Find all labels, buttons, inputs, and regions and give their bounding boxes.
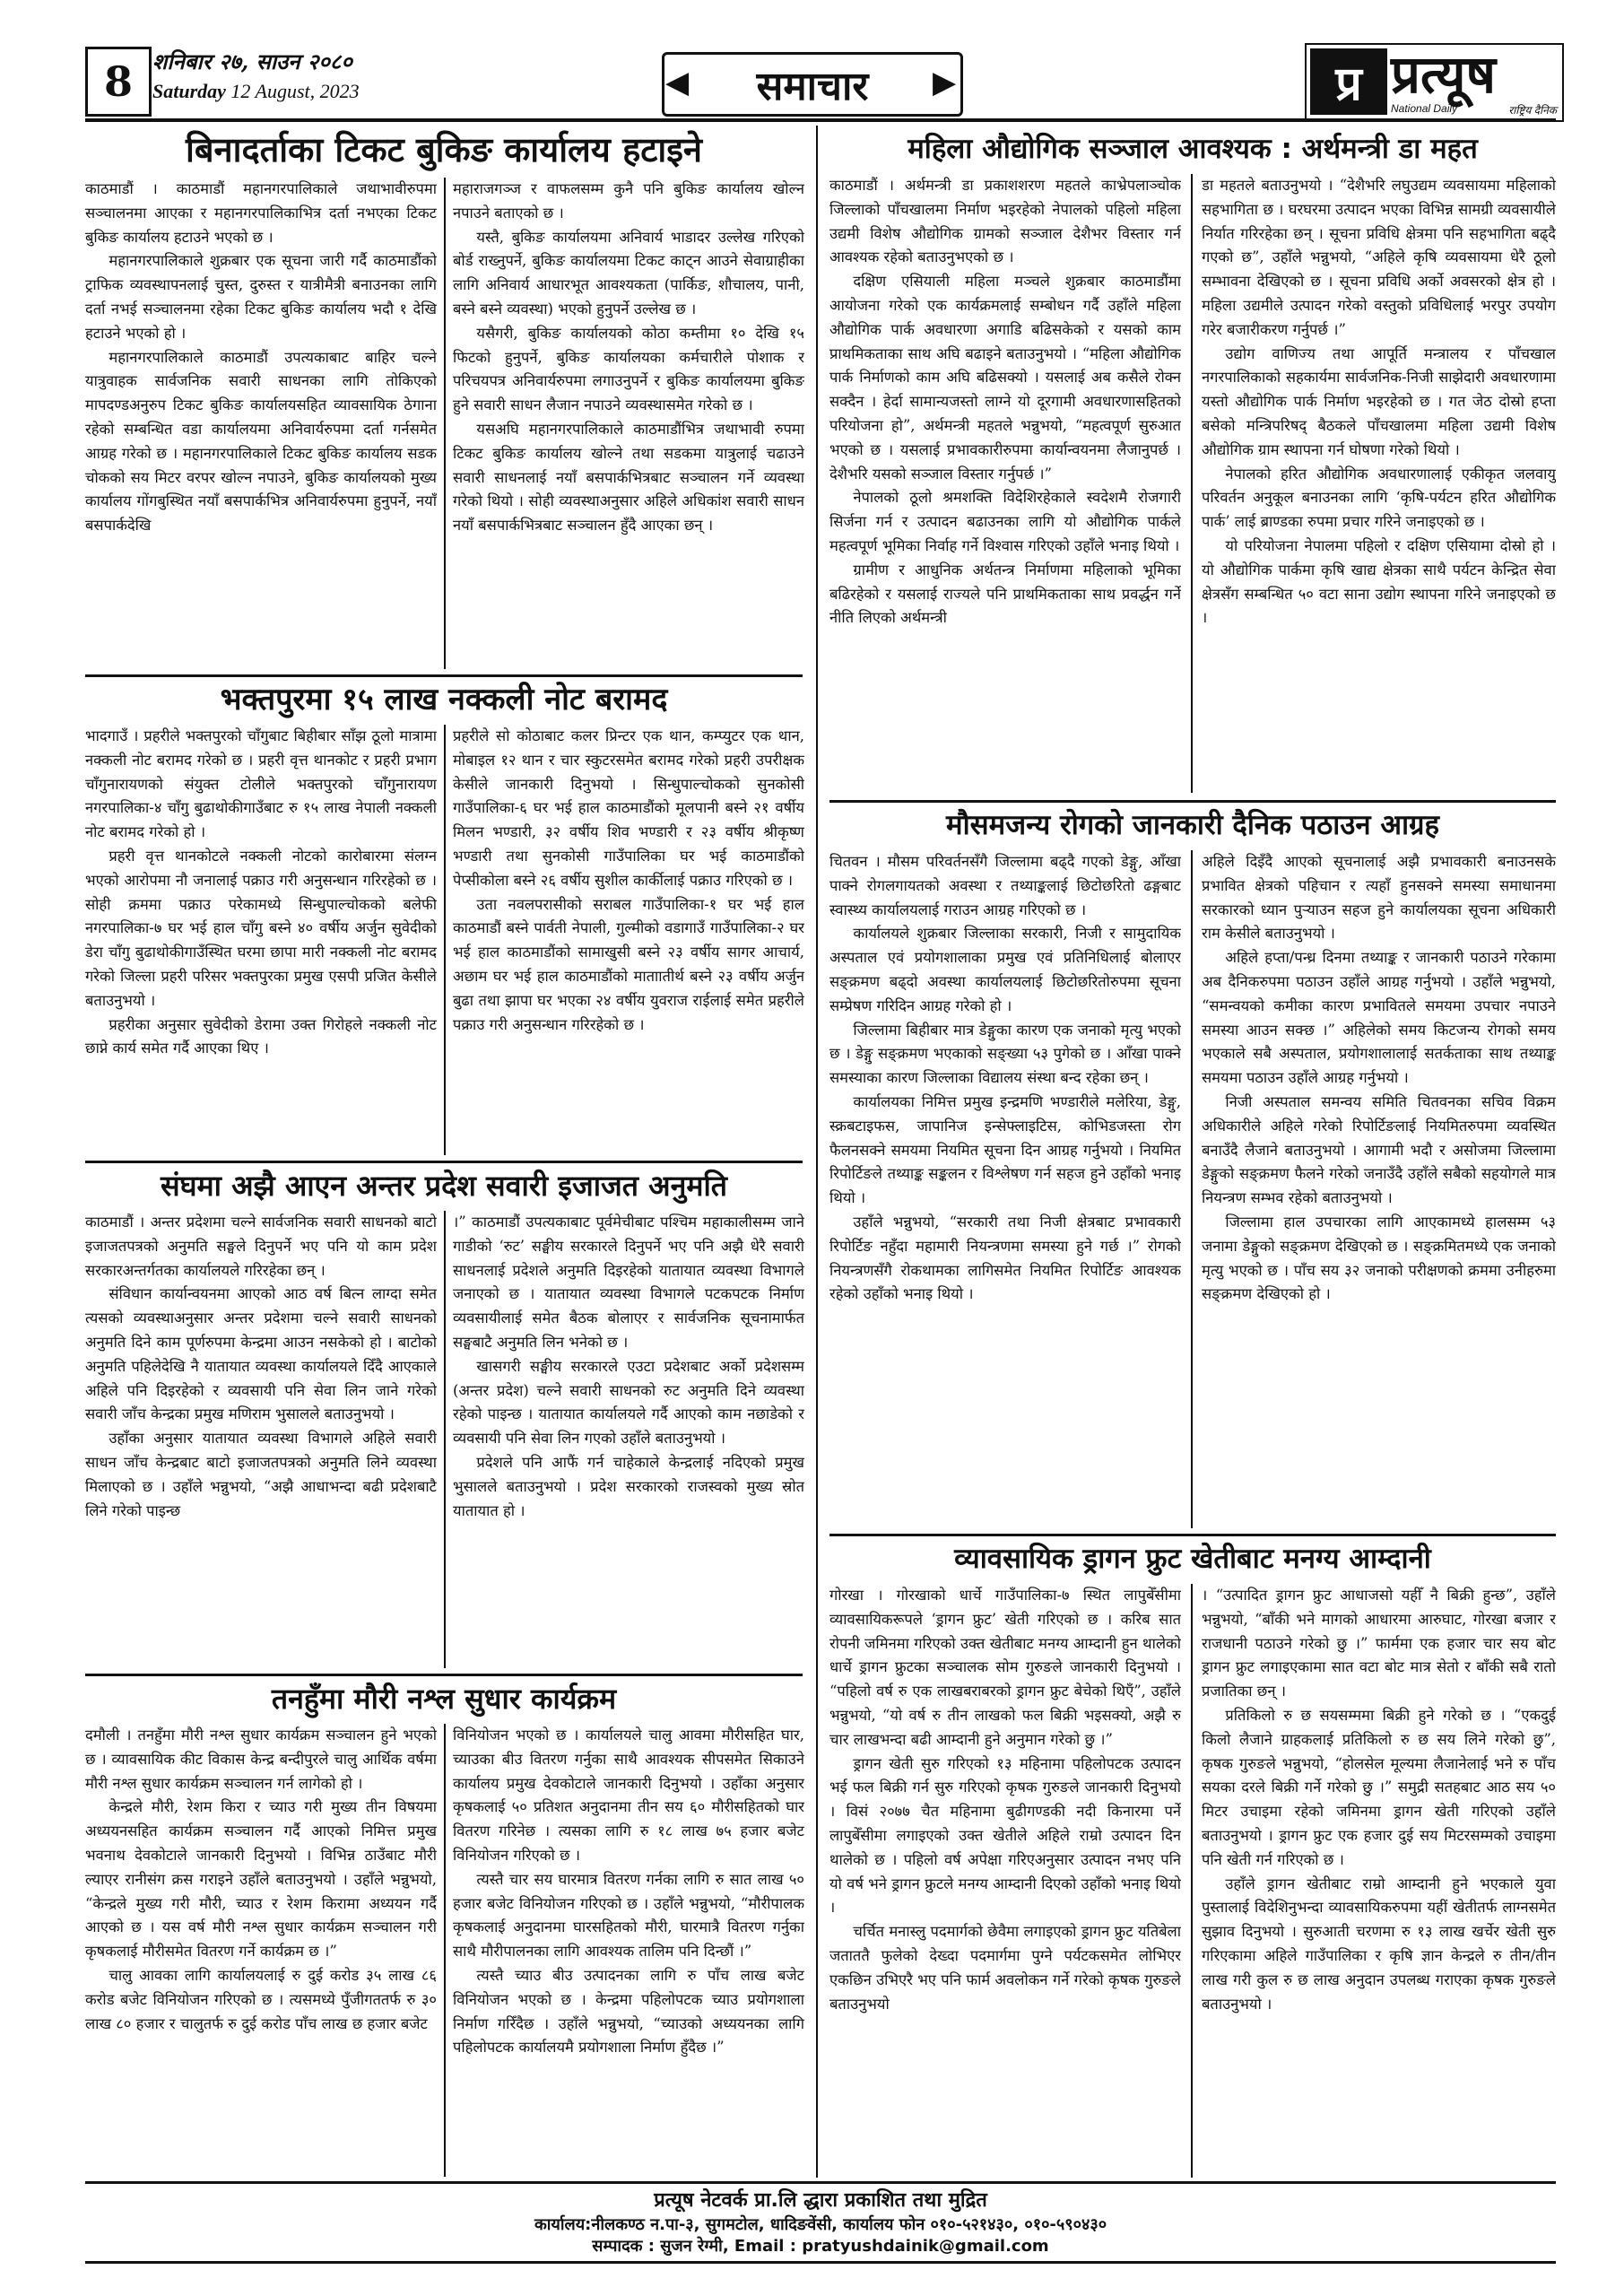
paragraph: यसैगरी, बुकिङ कार्यालयको कोठा कम्तीमा १० देखि १५ फिटको हुनुपर्ने, बुकिङ कार्यालयका कर्मचारीले पोशाक र परिचयपत्र अनिवार्यरुपमा लगाउनुपर्ने र बुकिङ कार्यालयमा बुकिङ हुने सवारी साधन लैजान नपाउने व्यवस्थासमेत गरेको छ ।: [453, 324, 804, 414]
article-women-industrial-col2: [1202, 174, 1556, 793]
paragraph: अहिले दिइँदै आएको सूचनालाई अझै प्रभावकारी बनाउनसके प्रभावित क्षेत्रको पहिचान र त्यहाँ हुनसक्ने समस्या समाधानमा सरकारको ध्यान पुऱ्याउन सहज हुने कार्यालयका सूचना अधिकारी राम केसीले बताउनुभयो ।: [1202, 853, 1556, 943]
paragraph: भादगाउँ । प्रहरीले भक्तपुरको चाँगुबाट बिहीबार साँझ ठूलो मात्रामा नक्कली नोट बरामद गरेको छ । प्रहरी वृत्त थानकोट र प्रहरी प्रभाग चाँगुनारायणको संयुक्त टोलीले भक्तपुरको चाँगुनारायण नगरपालिका-४ चाँगु बुढाथोकीगाउँबाट रु १५ लाख नेपाली नक्कली नोट बरामद गरेको हो ।: [85, 727, 437, 841]
paragraph: प्रदेशले पनि आफैं गर्न चाहेकाले केन्द्रलाई नदिएको प्रमुख भुसालले बताउनुभयो । प्रदेश सरकारको राजस्वको मुख्य स्रोत यातायात हो ।: [453, 1453, 804, 1519]
column-rule: [444, 725, 446, 1155]
paragraph: उहाँले भन्नुभयो, “सरकारी तथा निजी क्षेत्रबाट प्रभावकारी रिपोर्टिङ नहुँदा महामारी नियन्त्रणमा समस्या हुने गर्छ ।” रोगको नियन्त्रणसँगै रोकथामका लागिसमेत नियमित रिपोर्टिङ आवश्यक रहेको उहाँको भनाइ थियो ।: [829, 1213, 1181, 1303]
paragraph: नेपालको ठूलो श्रमशक्ति विदेशिरहेकाले स्वदेशमै रोजगारी सिर्जना गर्न र उत्पादन बढाउनका लागि यो औद्योगिक पार्कले महत्वपूर्ण भूमिका निर्वाह गर्ने विश्वास गरिएको उहाँले भनाइ थियो ।: [829, 489, 1181, 554]
paragraph: काठमाडौं । अर्थमन्त्री डा प्रकाशशरण महतले काभ्रेपलाञ्चोक जिल्लाको पाँचखालमा निर्माण भइरहेको नेपालको पहिलो महिला उद्यमी विशेष औद्योगिक ग्रामको सञ्जाल देशैभर विस्तार गर्न आवश्यक रहेको बताउनुभएको छ ।: [829, 177, 1181, 266]
paragraph: नेपालको हरित औद्योगिक अवधारणालाई एकीकृत जलवायु परिवर्तन अनुकूल बनाउनका लागि ‘कृषि-पर्यटन हरित औद्योगिक पार्क’ लाई ब्राण्डका रुपमा प्रचार गरिने जनाइएको छ ।: [1202, 465, 1556, 531]
imprint-footer: [85, 2181, 1556, 2264]
column-rule: [444, 178, 446, 669]
section-title: समाचार: [662, 52, 963, 117]
paragraph: यसअघि महानगरपालिकाले काठमाडौंभित्र जथाभावी रुपमा टिकट बुकिङ कार्यालय खोल्ने तथा सडकमा यात्रुलाई चढाउने सवारी साधनलाई नयाँ बसपार्कभित्रबाट सञ्चालन गर्ने व्यवस्था गरेको थियो । सोही व्यवस्थाअनुसार अहिले अधिकांश सवारी साधन नयाँ बसपार्कभित्रबाट सञ्चालन हुँदै आएका छन् ।: [453, 420, 804, 535]
article-women-industrial-col1: [829, 174, 1181, 793]
paragraph: काठमाडौं । अन्तर प्रदेशमा चल्ने सार्वजनिक सवारी साधनको बाटो इजाजतपत्रको अनुमति सङ्घले दिनुपर्ने भए पनि यो काम प्रदेश सरकारअन्तर्गतका कार्यालयले गरिरहेका छन् ।: [85, 1213, 437, 1279]
paragraph: चर्चित मनास्लु पदमार्गको छेवैमा लगाइएको ड्रागन फ्रुट यतिबेला जताततै फुलेको देख्दा पदमार्गमा पुग्ने पर्यटकसमेत लोभिएर एकछिन उभिएरै भए पनि फार्म अवलोकन गर्ने गरेको कृषक गुरुङले बताउनुभयो: [829, 1923, 1181, 2013]
date-nepali: शनिबार २७, साउन २०८०: [152, 48, 352, 74]
triangle-right-icon: ▶: [933, 65, 957, 100]
article-ticket-booking-col1: [85, 178, 437, 669]
paragraph: कार्यालयका निमित्त प्रमुख इन्द्रमणि भण्डारीले मलेरिया, डेङ्गु, स्क्रबटाइफस, जापानिज इन्सेफ्लाइटिस, कोभिडजस्ता रोग फैलनसक्ने समयमा नियमित सूचना दिन आग्रह गर्नुभयो । नियमित रिपोर्टिङले तथ्याङ्क सङ्कलन र विश्लेषण गर्न सहज हुने उहाँको भनाइ थियो ।: [829, 1092, 1181, 1207]
article-dragon-fruit-col2: [1202, 1584, 1556, 2178]
paragraph: यस्तै, बुकिङ कार्यालयमा अनिवार्य भाडादर उल्लेख गरिएको बोर्ड राख्नुपर्ने, बुकिङ कार्यालयमा टिकट काट्न आउने सेवाग्राहीका लागि अनिवार्य आधारभूत आवश्यकता (पार्किङ, शौचालय, पानी, बस्ने बस्ने व्यवस्था) भएको हुनुपर्ने उल्लेख छ ।: [453, 228, 804, 317]
paragraph: त्यस्तै च्याउ बीउ उत्पादनका लागि रु पाँच लाख बजेट विनियोजन भएको छ । केन्द्रमा पहिलोपटक च्याउ प्रयोगशाला निर्माण गरिँदैछ । उहाँले भन्नुभयो, “च्याउको अध्ययनका लागि पहिलोपटक कार्यालयमै प्रयोगशाला निर्माण हुँदैछ ।”: [453, 1966, 804, 2057]
column-rule: [444, 1724, 446, 2177]
article-bee-breed-col1: [85, 1724, 437, 2177]
publisher-line: प्रत्यूष नेटवर्क प्रा.लि द्धारा प्रकाशित तथा मुद्रित: [654, 2189, 987, 2212]
paragraph: अहिले हप्ता/पन्ध्र दिनमा तथ्याङ्क र जानकारी पठाउने गरेकामा अब दैनिकरुपमा पठाउन उहाँले आग्रह गर्नुभयो । उहाँले भन्नुभयो, “समन्वयको कमीका कारण प्रभावितले समयमा उपचार नपाउने समस्या आउन सक्छ ।” अहिलेको समय किटजन्य रोगको समय भएकाले सबै अस्पताल, प्रयोगशालालाई सतर्कताका साथ तथ्याङ्क समयमा पठाउन उहाँले आग्रह गर्नुभयो ।: [1202, 949, 1556, 1087]
headline-ticket-booking: बिनादर्ताका टिकट बुकिङ कार्यालय हटाइने: [186, 130, 702, 170]
page-number: 8: [85, 47, 152, 117]
paragraph: खासगरी सङ्घीय सरकारले एउटा प्रदेशबाट अर्को प्रदेशसम्म (अन्तर प्रदेश) चल्ने सवारी साधनको रुट अनुमति दिने व्यवस्था रहेको पाइन्छ । यातायात कार्यालयले गर्दै आएको काम नछाडेको र व्यवसायी पनि सेवा लिन गएको उहाँले बताउनुभयो ।: [453, 1357, 804, 1448]
logo-mark-icon: प्र: [1310, 48, 1387, 115]
article-route-permit-col2: [453, 1211, 804, 1668]
masthead-rule: [85, 118, 1556, 122]
editor-email-line: सम्पादक : सुजन रेग्मी, Email : pratyushdainik@gmail.com: [592, 2237, 1049, 2256]
paragraph: केन्द्रले मौरी, रेशम किरा र च्याउ गरी मुख्य तीन विषयमा अध्ययनसहित कार्यक्रम सञ्चालन गर्दै आएको निमित्त प्रमुख भवनाथ देवकोटाले जानकारी दिनुभयो । विभिन्न ठाउँबाट मौरी ल्याएर रानीसंग क्रस गराइने उहाँले बताउनुभयो । उहाँले भन्नुभयो, “केन्द्रले मुख्य गरी मौरी, च्याउ र रेशम किरामा अध्ययन गर्दै आएको छ । यस वर्ष मौरी नश्ल सुधार कार्यक्रम सञ्चालन गरी कृषकलाई मौरीसमेत वितरण गर्ने कार्यक्रम छ ।”: [85, 1798, 437, 1961]
paragraph: यो परियोजना नेपालमा पहिलो र दक्षिण एसियामा दोस्रो हो । यो औद्योगिक पार्कमा कृषि खाद्य क्षेत्रका साथै पर्यटन केन्द्रित सेवा क्षेत्रसँग सम्बन्धित ५० वटा साना उद्योग स्थापना गरिने जनाइएको छ ।: [1202, 536, 1556, 627]
paragraph: ।” काठमाडौं उपत्यकाबाट पूर्वमेचीबाट पश्चिम महाकालीसम्म जाने गाडीको ‘रुट’ सङ्घीय सरकारले दिनुपर्ने भए पनि अझै धेरै सवारी साधनलाई प्रदेशले अनुमति दिइरहेको यातायात व्यवस्था विभागले जनाएको छ । यातायात व्यवस्था विभागले पटकपटक निर्माण व्यवसायीलाई समेत बैठक बोलाएर र सार्वजनिक सूचनामार्फत सङ्घबाटै अनुमति लिन भनेको छ ।: [453, 1213, 804, 1351]
paragraph: गोरखा । गोरखाको धार्चे गाउँपालिका-७ स्थित लापुबेँसीमा व्यावसायिकरूपले ‘ड्रागन फ्रुट’ खेती गरिएको छ । करिब सात रोपनी जमिनमा गरिएको उक्त खेतीबाट मनग्य आम्दानी हुन थालेको धार्चे ड्रागन फ्रुटका सञ्चालक सोम गुरुङले जानकारी दिनुभयो । “पहिलो वर्ष रु एक लाखबराबरको ड्रागन फ्रुट बेचेको थिएँ”, उहाँले भन्नुभयो, “यो वर्ष रु तीन लाखको फल बिक्री भइसक्यो, अझै रु चार लाखभन्दा बढी आम्दानी हुने अनुमान गरेको छु ।”: [829, 1587, 1181, 1748]
paragraph: दमौली । तनहुँमा मौरी नश्ल सुधार कार्यक्रम सञ्चालन हुने भएको छ । व्यावसायिक कीट विकास केन्द्र बन्दीपुरले चालु आर्थिक वर्षमा मौरी नश्ल सुधार कार्यक्रम सञ्चालन गर्न लागेको हो ।: [85, 1726, 437, 1792]
paragraph: उद्योग वाणिज्य तथा आपूर्ति मन्त्रालय र पाँचखाल नगरपालिकाको सहकार्यमा सार्वजनिक-निजी साझेदारी अवधारणामा यस्तो औद्योगिक पार्क निर्माण भइरहेको छ । गत जेठ दोस्रो हप्ता बसेको मन्त्रिपरिषद् बैठकले पाँचखालमा महिला उद्यमी विशेष औद्योगिक ग्राम स्थापना गर्न घोषणा गरेको थियो ।: [1202, 344, 1556, 458]
paragraph: विनियोजन भएको छ । कार्यालयले चालु आवमा मौरीसहित घार, च्याउका बीउ वितरण गर्नुका साथै आवश्यक सीपसमेत सिकाउने कार्यालय प्रमुख देवकोटाले जानकारी दिनुभयो । उहाँका अनुसार कृषकलाई ५० प्रतिशत अनुदानमा तीन सय ६० मौरीसहितको घार वितरण गरिनेछ । त्यसका लागि रु १८ लाख ७५ हजार बजेट विनियोजन गरिएको छ ।: [453, 1726, 804, 1864]
article-seasonal-disease-col1: [829, 850, 1181, 1528]
paragraph: प्रहरी वृत्त थानकोटले नक्कली नोटको कारोबारमा संलग्न भएको आरोपमा नौ जनालाई पक्राउ गरी अनुसन्धान गरिरहेको छ । सोही क्रममा पक्राउ परेकामध्ये सिन्धुपाल्चोकको बलेफी नगरपालिका-७ घर भई हाल चाँगु बस्ने ४० वर्षीय अर्जुन सुवेदीको डेरा चाँगु बुढाथोकीगाउँस्थित घरमा छापा मारी नक्कली नोट बरामद गरेको जिल्ला प्रहरी परिसर भक्तपुरका प्रमुख एसपी प्रजित केसीले बताउनुभयो ।: [85, 847, 437, 1009]
headline-fake-notes: भक्तपुरमा १५ लाख नक्कली नोट बरामद: [220, 682, 668, 718]
article-fake-notes-col1: [85, 725, 437, 1155]
paragraph: उता नवलपरासीको सराबल गाउँपालिका-१ घर भई हाल काठमाडौं बस्ने पार्वती नेपाली, गुल्मीको वडागाउँ गाउँपालिका-२ घर भई हाल काठमाडौंको सामाखुसी बस्ने २३ वर्षीय सागर आचार्य, अछाम घर भई हाल काठमाडौंको माताातीर्थ बस्ने २३ वर्षीय अर्जुन बुढा तथा झापा घर भएका २४ वर्षीय युवराज राईलाई समेत प्रहरीले पक्राउ गरी अनुसन्धान गरिरहेको छ ।: [453, 895, 804, 1033]
paragraph: त्यस्तै चार सय घारमात्र वितरण गर्नका लागि रु सात लाख ५० हजार बजेट विनियोजन गरिएको छ । उहाँले भन्नुभयो, “मौरीपालक कृषकलाई अनुदानमा घारसहितको मौरी, घारमात्रै वितरण गर्नुका साथै मौरीपालनका लागि आवश्यक तालिम पनि दिन्छौं ।”: [453, 1870, 804, 1961]
issue-date: [152, 47, 430, 111]
paragraph: उहाँले ड्रागन खेतीबाट राम्रो आम्दानी हुने भएकाले युवा पुस्तालाई विदेशिनुभन्दा व्यावसायिकरुपमा यहीं खेतीतर्फ लाग्नसमेत सुझाव दिनुभयो । सुरुआती चरणमा रु १३ लाख खर्चेर खेती सुरु गरिएकामा अहिले गाउँपालिका र कृषि ज्ञान केन्द्रले रु तीन/तीन लाख गरी कुल रु छ लाख अनुदान उपलब्ध गराएका कृषक गुरुङले बताउनुभयो ।: [1202, 1874, 1556, 2013]
paragraph: जिल्लामा बिहीबार मात्र डेङ्गुका कारण एक जनाको मृत्यु भएको छ । डेङ्गु सङ्क्रमण भएकाको सङ्ख्या ५३ पुगेको छ । आँखा पाक्ने समस्याका कारण जिल्लाका विद्यालय संस्था बन्द रहेका छन् ।: [829, 1021, 1181, 1087]
page-center-rule: [816, 126, 818, 2178]
office-address-line: कार्यालय:नीलकण्ठ न.पा-३, सुगमटोल, धादिङवेंसी, कार्यालय फोन ०१०-५२१४३०, ०१०-५९०४३०: [534, 2215, 1107, 2234]
paragraph: महानगरपालिकाले शुक्रबार एक सूचना जारी गर्दै काठमाडौंको ट्राफिक व्यवस्थापनलाई चुस्त, दुरुस्त र यात्रीमैत्री बनाउनका लागि दर्ता नभई सञ्चालनमा रहेका टिकट बुकिङ कार्यालय भदौ १ देखि हटाउने भएको हो ।: [85, 252, 437, 342]
column-rule: [1191, 850, 1193, 1528]
headline-seasonal-disease: मौसमजन्य रोगको जानकारी दैनिक पठाउन आग्रह: [946, 809, 1439, 841]
article-ticket-booking-col2: [453, 178, 804, 669]
headline-dragon-fruit: व्यावसायिक ड्रागन फ्रुट खेतीबाट मनग्य आम्दानी: [954, 1543, 1431, 1575]
logo-name: प्रत्यूष: [1391, 44, 1496, 105]
paragraph: चितवन । मौसम परिवर्तनसँगै जिल्लामा बढ्दै गएको डेङ्गु, आँखा पाक्ने रोगलगायतको अवस्था र तथ्याङ्कलाई छिटोछरितो ढङ्गबाट स्वास्थ्य कार्यालयलाई गराउन आग्रह गरिएको छ ।: [829, 853, 1181, 918]
article-bee-breed-col2: [453, 1724, 804, 2177]
paragraph: प्रतिकिलो रु छ सयसम्ममा बिक्री हुने गरेको छ । “एकदुई किलो लैजाने ग्राहकलाई प्रतिकिलो रु छ सय लिने गरेको छु”, कृषक गुरुङले भन्नुभयो, “होलसेल मूल्यमा लैजानेलाई भने रु पाँच सयका दरले बिक्री गर्ने गरेको छु ।” समुद्री सतहबाट आठ सय ५० मिटर उचाइमा रहेको जमिनमा ड्रागन खेती गरिएको उहाँले बताउनुभयो । ड्रागन फ्रुट एक हजार दुई सय मिटरसम्मको उचाइमा पनि खेती गर्न गरिएको छ ।: [1202, 1706, 1556, 1868]
date-english-text: 12 August, 2023: [230, 80, 360, 102]
paragraph: महानगरपालिकाले काठमाडौं उपत्यकाबाट बाहिर चल्ने यात्रुवाहक सार्वजनिक सवारी साधनका लागि तोकिएको मापदण्डअनुरुप टिकट बुकिङ कार्यालयसहित व्यावसायिक ठेगाना रहेको सम्बन्धित वडा कार्यालयमा अनिवार्यरुपमा दर्ता गर्नसमेत आग्रह गरेको छ । महानगरपालिकाले टिकट बुकिङ कार्यालय सडक चोकको सय मिटर वरपर खोल्न नपाउने, बुकिङ कार्यालयको मुख्य कार्यालय गोंगबुस्थित नयाँ बसपार्कभित्र अनिवार्यरुपमा हुनुपर्ने, नयाँ बसपार्कदेखि: [85, 348, 437, 535]
paragraph: काठमाडौं । काठमाडौं महानगरपालिकाले जथाभावीरुपमा सञ्चालनमा आएका र महानगरपालिकाभित्र दर्ता नभएका टिकट बुकिङ कार्यालय हटाउने भएको छ ।: [85, 180, 437, 246]
triangle-left-icon: ◀: [665, 65, 690, 100]
paragraph: डा महतले बताउनुभयो । “देशैभरि लघुउद्यम व्यवसायमा महिलाको सहभागिता छ । घरघरमा उत्पादन भएका विभिन्न सामग्री व्यवसायीले निर्यात गरिरहेका छन् । सूचना प्रविधि क्षेत्रमा पनि सहभागिता बढ्दै गएको छ”, उहाँले भन्नुभयो, “अहिले कृषि व्यवसायमा धेरै ठूलो सम्भावना देखिएको छ । सूचना प्रविधि अर्को अवसरको क्षेत्र हो । महिला उद्यमीले उत्पादन गरेको वस्तुको प्रविधिलाई भरपुर उपयोग गरेर बजारीकरण गर्नुपर्छ ।”: [1202, 177, 1556, 338]
day-english: Saturday: [152, 80, 226, 102]
logo-tag-en: National Daily: [1391, 102, 1458, 115]
paragraph: निजी अस्पताल समन्वय समिति चितवनका सचिव विक्रम अधिकारीले अहिले गरेको रिपोर्टिङलाई नियमितरुपमा व्यवस्थित बनाउँदै लैजाने बताउनुभयो । आगामी भदौ र असोजमा जिल्लामा डेङ्गुको सङ्क्रमण फैलने गरेको जनाउँदै उहाँले सबैको सहयोगले मात्र नियन्त्रण सम्भव रहेको बताउनुभयो ।: [1202, 1092, 1556, 1207]
paragraph: प्रहरीले सो कोठाबाट कलर प्रिन्टर एक थान, कम्प्युटर एक थान, मोबाइल १२ थान र चार स्कुटरसमेत बरामद गरेको प्रहरी उपरीक्षक केसीले जानकारी दिनुभयो । सिन्धुपाल्चोकको सुनकोसी गाउँपालिका-६ घर भई हाल काठमाडौंको मूलपानी बस्ने २१ वर्षीय मिलन भण्डारी, ३२ वर्षीय शिव भण्डारी र २३ वर्षीय श्रीकृष्ण भण्डारी तथा सुनकोसी गाउँपालिका घर भई काठमाडौंको पेप्सीकोला बस्ने २६ वर्षीय सुशील कार्कीलाई पक्राउ गरिएको छ ।: [453, 727, 804, 889]
article-dragon-fruit-col1: [829, 1584, 1181, 2178]
paragraph: महाराजगञ्ज र वाफलसम्म कुनै पनि बुकिङ कार्यालय खोल्न नपाउने बताएको छ ।: [453, 180, 804, 222]
article-fake-notes-col2: [453, 725, 804, 1155]
paragraph: कार्यालयले शुक्रबार जिल्लाका सरकारी, निजी र सामुदायिक अस्पताल एवं प्रयोगशालाका प्रमुख एवं प्रतिनिधिलाई बोलाएर सङ्क्रमण बढ्दो अवस्था कार्यालयलाई छिटोछरितोरुपमा सूचना सम्प्रेषण गरिदिन आग्रह गरेको हो ।: [829, 925, 1181, 1014]
headline-route-permit: संघमा अझै आएन अन्तर प्रदेश सवारी इजाजत अनुमति: [160, 1169, 728, 1203]
paragraph: जिल्लामा हाल उपचारका लागि आएकामध्ये हालसम्म ५३ जनामा डेङ्गुको सङ्क्रमण देखिएको छ । सङ्क्रमितमध्ये एक जनाको मृत्यु भएको छ । पाँच सय ३२ जनाको परीक्षणको क्रममा उनीहरुमा सङ्क्रमण देखिएको हो ।: [1202, 1213, 1556, 1303]
paragraph: उहाँका अनुसार यातायात व्यवस्था विभागले अहिले सवारी साधन जाँच केन्द्रबाट बाटो इजाजतपत्रको अनुमति लिने व्यवस्था मिलाएको छ । उहाँले भन्नुभयो, “अझै आधाभन्दा बढी प्रदेशबाटै लिने गरेको पाइन्छ: [85, 1430, 437, 1519]
paragraph: संविधान कार्यान्वयनमा आएको आठ वर्ष बित्न लाग्दा समेत त्यसको व्यवस्थाअनुसार अन्तर प्रदेशमा चल्ने सवारी साधनको अनुमति दिने काम पूर्णरुपमा केन्द्रमा आउन नसकेको हो । बाटोको अनुमति पहिलेदेखि नै यातायात व्यवस्था कार्यालयले दिँदै आएकाले अहिले पनि दिइरहेको र व्यवसायी पनि सेवा लिन जाने गरेको सवारी जाँच केन्द्रका प्रमुख मणिराम भुसालले बताउनुभयो ।: [85, 1285, 437, 1423]
newspaper-logo: [1305, 43, 1564, 122]
headline-women-industrial: महिला औद्योगिक सञ्जाल आवश्यक : अर्थमन्त्री डा महत: [908, 133, 1478, 165]
date-english: [152, 77, 430, 106]
column-rule: [1191, 1584, 1193, 2178]
paragraph: । “उत्पादित ड्रागन फ्रुट आधाजसो यहीँ नै बिक्री हुन्छ”, उहाँले भन्नुभयो, “बाँकी भने मागको आधारमा आरुघाट, गोरखा बजार र राजधानी पठाउने गरेको छु ।” फार्ममा एक हजार चार सय बोट ड्रागन फ्रुट लगाइएकामा सात वटा बोट मात्र सेतो र बाँकी सबै रातो प्रजातिका छन् ।: [1202, 1587, 1556, 1700]
column-rule: [444, 1211, 446, 1668]
paragraph: चालु आवका लागि कार्यालयलाई रु दुई करोड ३५ लाख ८६ करोड बजेट विनियोजन गरिएको छ । त्यसमध्ये पुँजीगततर्फ रु ३० लाख ८० हजार र चालुतर्फ रु दुई करोड पाँच लाख छ हजार बजेट: [85, 1966, 437, 2032]
paragraph: प्रहरीका अनुसार सुवेदीको डेरामा उक्त गिरोहले नक्कली नोट छाप्ने कार्य समेत गर्दै आएका थिए ।: [85, 1015, 437, 1057]
paragraph: ड्रागन खेती सुरु गरिएको १३ महिनामा पहिलोपटक उत्पादन भई फल बिक्री गर्न सुरु गरिएको कृषक गुरुङले जानकारी दिनुभयो । विसं २०७७ चैत महिनामा बुढीगण्डकी नदी किनारमा पर्ने लापुबेँसीमा लगाइएको उक्त खेतीले अहिले राम्रो उत्पादन दिन थालेको छ । पहिलो वर्ष अपेक्षा गरिएअनुसार उत्पादन नभए पनि यो वर्ष भने ड्रागन फ्रुटले मनग्य आम्दानी दिएको उहाँको भनाइ थियो ।: [829, 1754, 1181, 1917]
headline-bee-breed: तनहुँमा मौरी नश्ल सुधार कार्यक्रम: [271, 1682, 617, 1716]
paragraph: दक्षिण एसियाली महिला मञ्चले शुक्रबार काठमाडौंमा आयोजना गरेको एक कार्यक्रमलाई सम्बोधन गर्दै उहाँले महिला औद्योगिक पार्क अवधारणा अगाडि बढिसकेको र यसको काम प्राथमिकताका साथ अघि बढाइने बताउनुभयो । “महिला औद्योगिक पार्क निर्माणको काम अघि बढिसक्यो । यसलाई अब कसैले रोक्न सक्दैन । हेर्दा सामान्यजस्तो लाग्ने यो दूरगामी अवधारणासहितको परियोजना हो”, अर्थमन्त्री महतले भन्नुभयो, “महत्वपूर्ण सुरुआत भएको छ । यसलाई प्रभावकारीरुपमा कार्यान्वयनमा लैजानुपर्छ । देशैभरि यसको सञ्जाल विस्तार गर्नुपर्छ ।”: [829, 273, 1181, 483]
article-route-permit-col1: [85, 1211, 437, 1668]
paragraph: ग्रामीण र आधुनिक अर्थतन्त्र निर्माणमा महिलाको भूमिका बढिरहेको र यसलाई राज्यले पनि प्राथमिकताका साथ प्रवर्द्धन गर्ने नीति लिएको अर्थमन्त्री: [829, 561, 1181, 627]
logo-tag-np: राष्ट्रिय दैनिक: [1508, 104, 1557, 117]
column-rule: [1191, 174, 1193, 793]
logo-tagline: [1391, 102, 1557, 117]
article-seasonal-disease-col2: [1202, 850, 1556, 1528]
